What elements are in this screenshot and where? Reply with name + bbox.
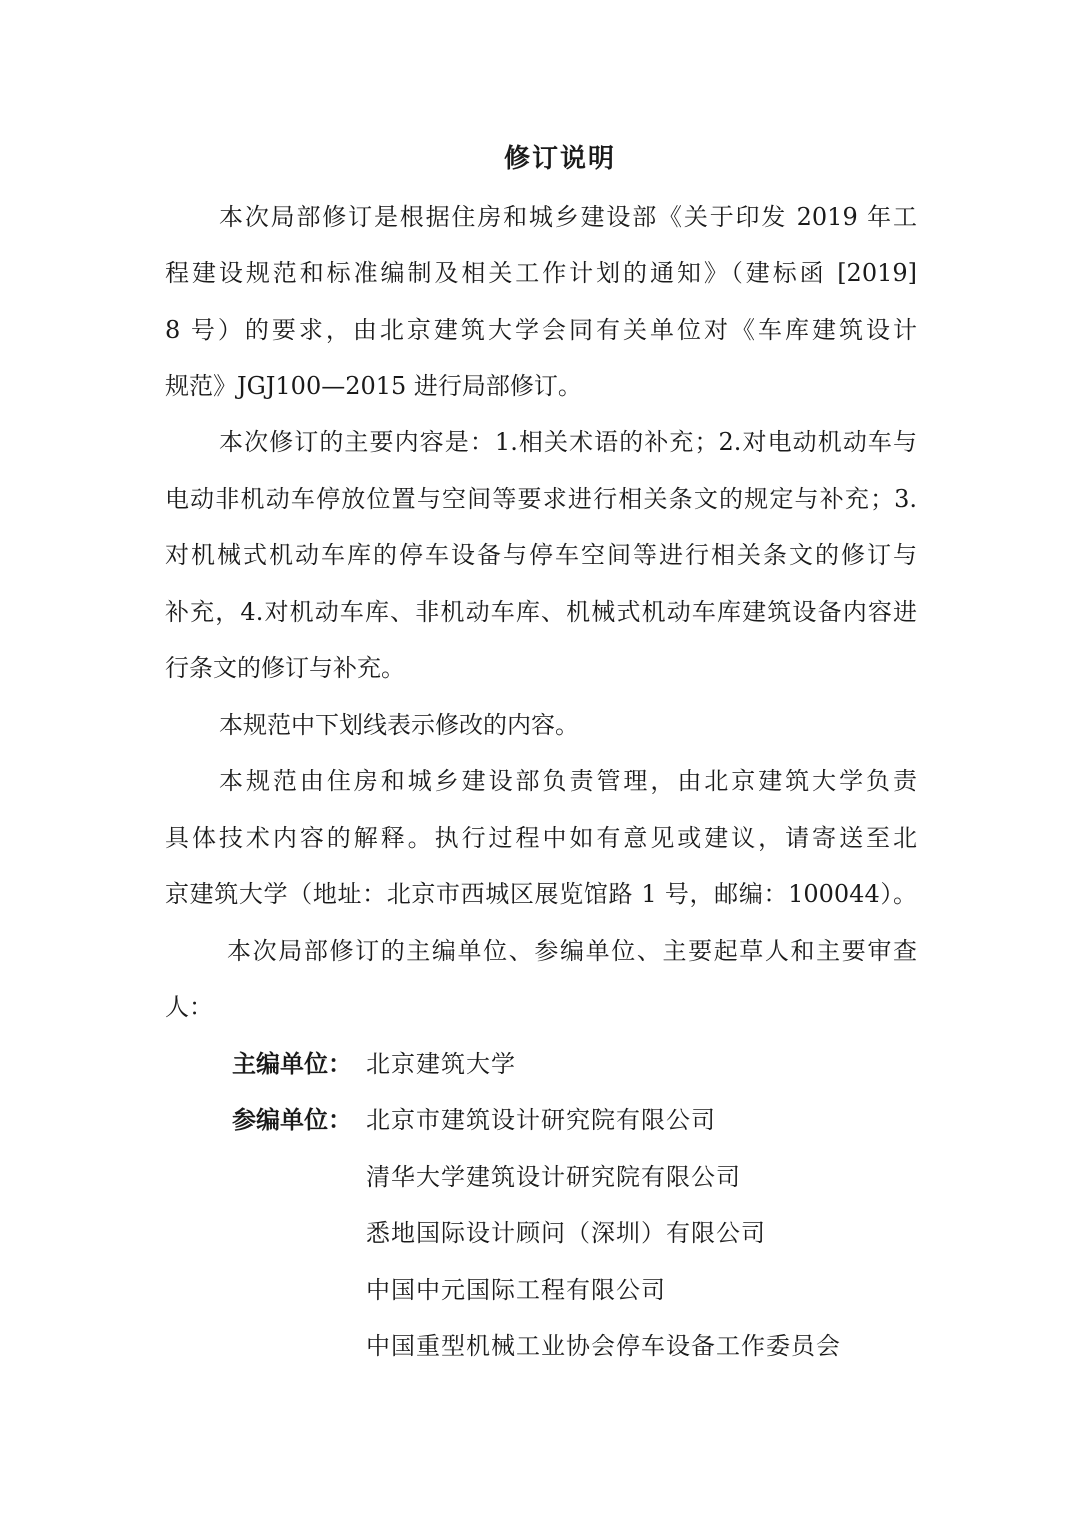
participant-unit: 中国中元国际工程有限公司 (366, 1276, 666, 1304)
participant-units-label: 参编单位： (232, 1105, 352, 1134)
paragraph-2-line: 本次修订的主要内容是：1.相关术语的补充；2.对电动机动车与 (219, 428, 917, 456)
paragraph-2-line: 补充，4.对机动车库、非机动车库、机械式机动车库建筑设备内容进 (165, 598, 917, 626)
paragraph-2-line: 对机械式机动车库的停车设备与停车空间等进行相关条文的修订与 (165, 541, 917, 569)
paragraph-5-line: 人： (165, 993, 213, 1021)
paragraph-4-line: 具体技术内容的解释。执行过程中如有意见或建议，请寄送至北 (165, 824, 917, 852)
participant-unit: 中国重型机械工业协会停车设备工作委员会 (366, 1332, 841, 1360)
paragraph-2-line: 行条文的修订与补充。 (165, 654, 405, 682)
paragraph-1-line: 规范》JGJ100—2015 进行局部修订。 (165, 372, 582, 400)
chief-unit-value: 北京建筑大学 (366, 1050, 516, 1078)
paragraph-5-line: 本次局部修订的主编单位、参编单位、主要起草人和主要审查 (227, 937, 917, 965)
paragraph-1-line: 本次局部修订是根据住房和城乡建设部《关于印发 2019 年工 (219, 203, 917, 231)
paragraph-3-line: 本规范中下划线表示修改的内容。 (219, 711, 579, 739)
participant-unit: 清华大学建筑设计研究院有限公司 (366, 1163, 741, 1191)
chief-unit-label: 主编单位： (232, 1049, 352, 1078)
participant-unit: 悉地国际设计顾问（深圳）有限公司 (366, 1219, 766, 1247)
participant-unit: 北京市建筑设计研究院有限公司 (366, 1106, 716, 1134)
paragraph-4-line: 本规范由住房和城乡建设部负责管理，由北京建筑大学负责 (219, 767, 917, 795)
paragraph-1-line: 8 号）的要求，由北京建筑大学会同有关单位对《车库建筑设计 (165, 316, 917, 344)
page-title: 修订说明 (503, 144, 616, 174)
paragraph-2-line: 电动非机动车停放位置与空间等要求进行相关条文的规定与补充；3. (165, 485, 917, 513)
paragraph-4-line: 京建筑大学（地址：北京市西城区展览馆路 1 号，邮编：100044）。 (165, 880, 917, 908)
paragraph-1-line: 程建设规范和标准编制及相关工作计划的通知》（建标函 [2019] (165, 259, 917, 287)
